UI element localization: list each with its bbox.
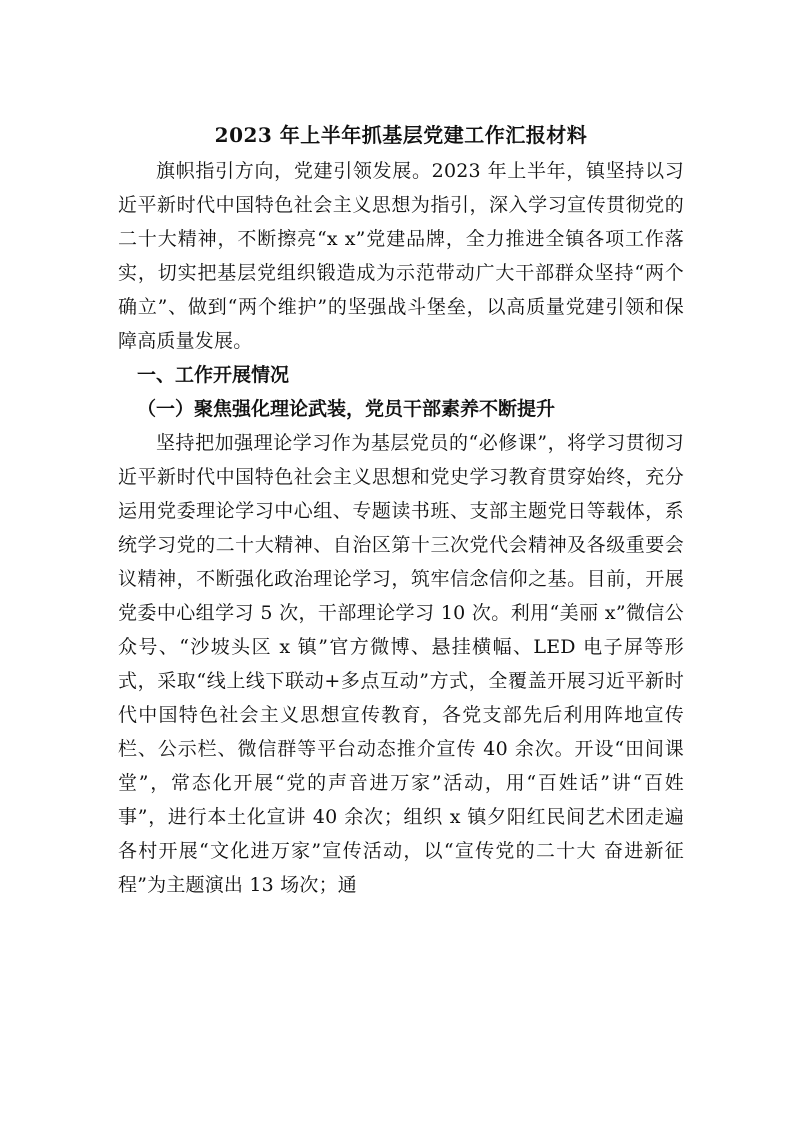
document-body [118,116,684,902]
document-title: 2023 年上半年抓基层党建工作汇报材料 [214,123,588,147]
subsection-heading: （一）聚焦强化理论武装，党员干部素养不断提升 [137,398,556,420]
intro-paragraph: 旗帜指引方向，党建引领发展。2023 年上半年，镇坚持以习近平新时代中国特色社会主义思想为指引，深入学习宣传贯彻党的二十大精神，不断擦亮“x x”党建品牌，全力推进全镇各项工作落实，切实把基层党组织锻造成为示范带动广大干部群众坚持“两个确立”、做到“两个维护”的坚强战斗堡垒，以高质量党建引领和保障高质量发展。 [118,160,684,352]
subsection-paragraph: 坚持把加强理论学习作为基层党员的“必修课”，将学习贯彻习近平新时代中国特色社会主义思想和党史学习教育贯穿始终，充分运用党委理论学习中心组、专题读书班、支部主题党日等载体，系统学习党的二十大精神、自治区第十三次党代会精神及各级重要会议精神，不断强化政治理论学习，筑牢信念信仰之基。目前，开展党委中心组学习 5 次，干部理论学习 10 次。利用“美丽 x”微信公众号、“沙坡头区 x 镇”官方微博、悬挂横幅、LED 电子屏等形式，采取“线上线下联动+多点互动”方式，全覆盖开展习近平新时代中国特色社会主义思想宣传教育，各党支部先后利用阵地宣传栏、公示栏、微信群等平台动态推介宣传 40 余次。开设“田间课堂”，常态化开展“党的声音进万家”活动，用“百姓话”讲“百姓事”，进行本土化宣讲 40 余次；组织 x 镇夕阳红民间艺术团走遍各村开展“文化进万家”宣传活动，以“宣传党的二十大 奋进新征程”为主题演出 13 场次；通 [118,432,684,896]
section-heading: 一、工作开展情况 [137,364,290,386]
